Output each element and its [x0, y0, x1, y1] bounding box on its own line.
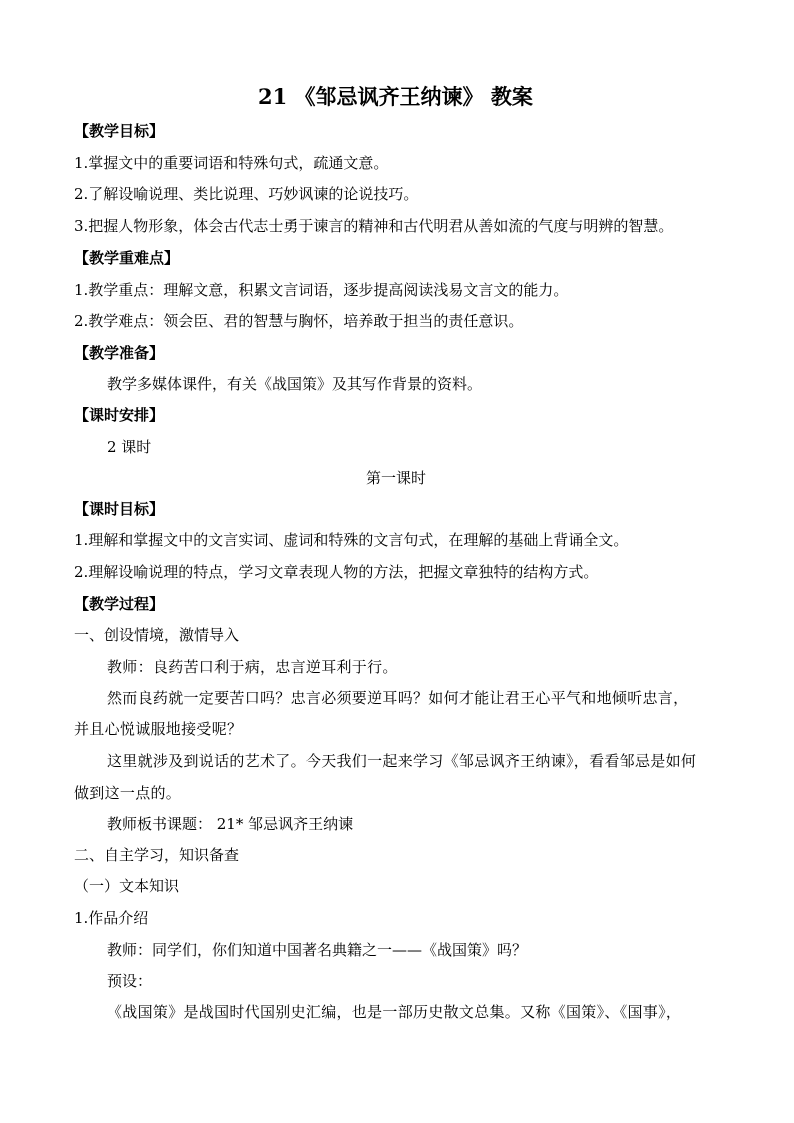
keypoints-heading: 【教学重难点】 [74, 249, 180, 267]
step1-heading: 一、创设情境，激情导入 [74, 626, 240, 644]
step1-line: 教师板书课题： 21* 邹忌讽齐王纳谏 [107, 815, 354, 833]
lesson-goal-line: 1.理解和掌握文中的文言实词、虚词和特殊的文言句式，在理解的基础上背诵全文。 [74, 531, 629, 549]
objective-line: 3.把握人物形象，体会古代志士勇于谏言的精神和古代明君从善如流的气度与明辨的智慧。 [74, 217, 674, 235]
document-title: 21 《邹忌讽齐王纳谏》 教案 [258, 84, 533, 109]
keypoint-line: 1.教学重点：理解文意，积累文言词语，逐步提高阅读浅易文言文的能力。 [74, 281, 569, 299]
step1-line: 然而良药就一定要苦口吗？忠言必须要逆耳吗？如何才能让君王心平气和地倾听忠言， [107, 689, 689, 707]
step1-line: 并且心悦诚服地接受呢？ [74, 720, 243, 738]
step2-heading: 二、自主学习，知识备查 [74, 846, 240, 864]
lesson-title: 第一课时 [366, 469, 427, 487]
lesson-goal-line: 2.理解设喻说理的特点，学习文章表现人物的方法，把握文章独特的结构方式。 [74, 563, 599, 581]
schedule-text: 2 课时 [107, 438, 152, 456]
step1-line: 这里就涉及到说话的艺术了。今天我们一起来学习《邹忌讽齐王纳谏》，看看邹忌是如何 [107, 752, 697, 770]
objective-line: 1.掌握文中的重要词语和特殊句式，疏通文意。 [74, 154, 389, 172]
step1-line: 做到这一点的。 [74, 784, 182, 802]
objective-line: 2.了解设喻说理、类比说理、巧妙讽谏的论说技巧。 [74, 185, 419, 203]
step1-line: 教师：良药苦口利于病，忠言逆耳利于行。 [107, 658, 398, 676]
prep-heading: 【教学准备】 [74, 344, 165, 362]
prep-text: 教学多媒体课件，有关《战国策》及其写作背景的资料。 [107, 375, 483, 393]
item1-line: 预设： [107, 972, 153, 990]
item1-heading: 1.作品介绍 [74, 909, 149, 927]
lesson-goal-heading: 【课时目标】 [74, 500, 165, 518]
process-heading: 【教学过程】 [74, 595, 165, 613]
item1-line: 教师：同学们，你们知道中国著名典籍之一——《战国策》吗？ [107, 941, 528, 959]
schedule-heading: 【课时安排】 [74, 406, 165, 424]
item1-line: 《战国策》是战国时代国别史汇编，也是一部历史散文总集。又称《国策》、《国事》， [107, 1003, 682, 1021]
sub1-heading: （一）文本知识 [74, 877, 180, 895]
objectives-heading: 【教学目标】 [74, 122, 165, 140]
keypoint-line: 2.教学难点：领会臣、君的智慧与胸怀，培养敢于担当的责任意识。 [74, 312, 524, 330]
